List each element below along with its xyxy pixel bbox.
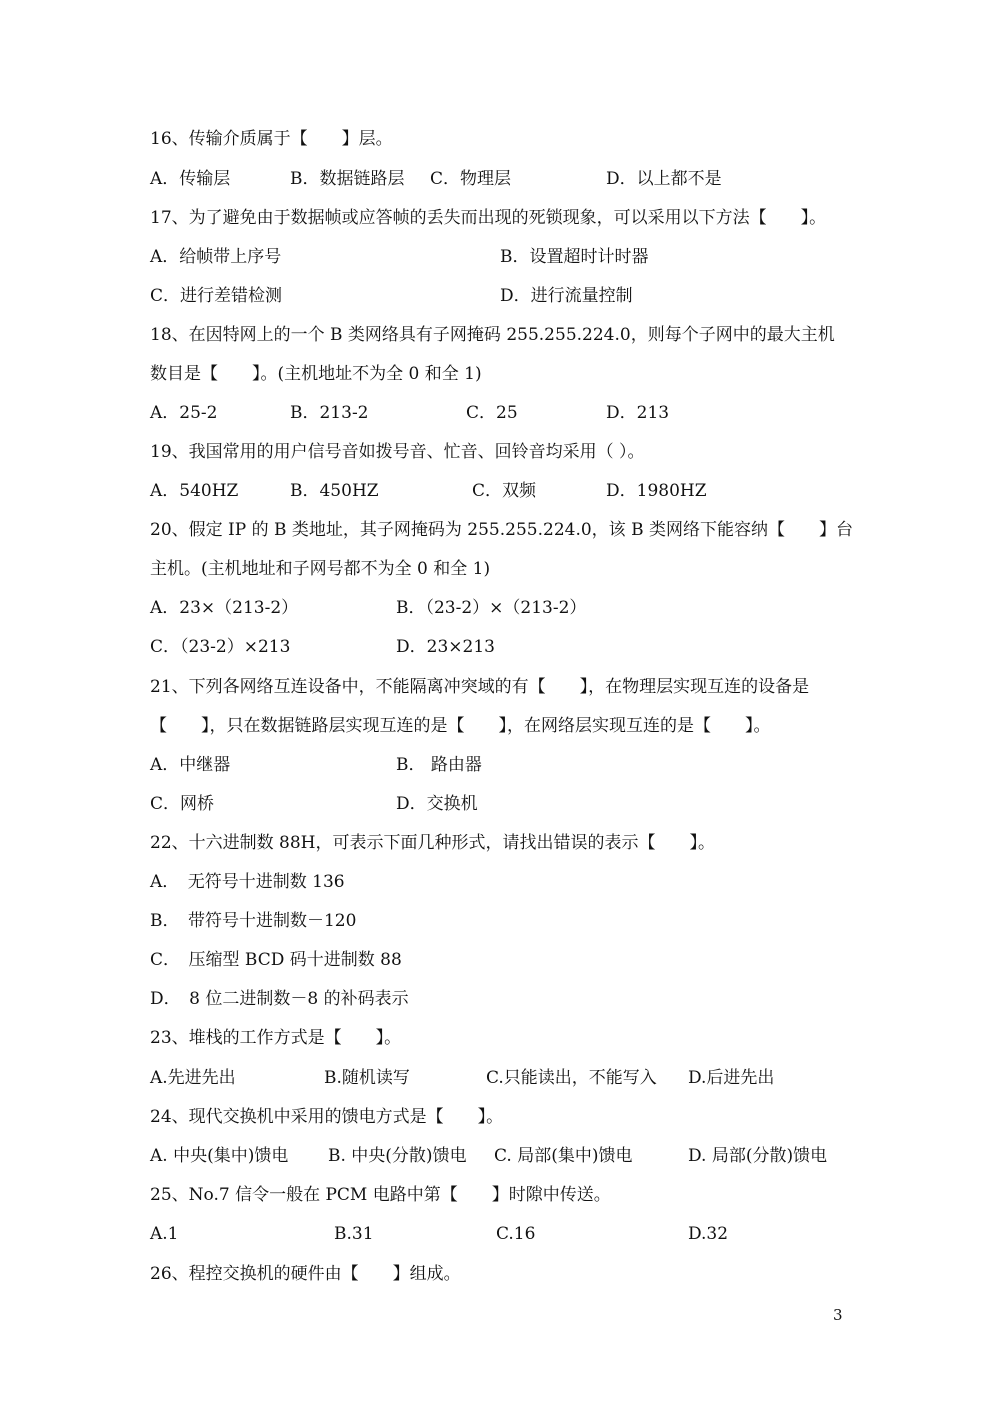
option-a: A．传输层 xyxy=(150,169,231,189)
option-d: D．23×213 xyxy=(396,637,495,657)
option-b: B．450HZ xyxy=(290,481,379,501)
option-b: B．设置超时计时器 xyxy=(500,247,649,267)
question-22-option-c: C． 压缩型 BCD 码十进制数 88 xyxy=(150,950,402,970)
page-number: 3 xyxy=(833,1306,843,1324)
question-16-stem: 16、传输介质属于【 】层。 xyxy=(150,129,393,149)
option-a: A.1 xyxy=(150,1224,179,1244)
option-c: C．25 xyxy=(466,403,518,423)
option-d: D.32 xyxy=(688,1224,729,1244)
option-d: D．213 xyxy=(606,403,670,423)
option-b: B．（23-2）×（213-2） xyxy=(396,598,587,618)
option-b: B.31 xyxy=(334,1224,374,1244)
option-b: B. 中央(分散)馈电 xyxy=(328,1146,467,1166)
option-d: D．进行流量控制 xyxy=(500,286,633,306)
option-c: C.16 xyxy=(496,1224,536,1244)
option-a: A. 中央(集中)馈电 xyxy=(150,1146,289,1166)
option-c: C．双频 xyxy=(472,481,537,501)
option-b: B．数据链路层 xyxy=(290,169,405,189)
option-d: D．以上都不是 xyxy=(606,169,722,189)
option-d: D.后进先出 xyxy=(688,1068,775,1088)
option-a: A．25-2 xyxy=(150,403,218,423)
question-22-stem: 22、十六进制数 88H，可表示下面几种形式，请找出错误的表示【 】。 xyxy=(150,833,715,853)
question-26-stem: 26、程控交换机的硬件由【 】组成。 xyxy=(150,1264,461,1284)
option-a: A．540HZ xyxy=(150,481,239,501)
question-17-stem: 17、为了避免由于数据帧或应答帧的丢失而出现的死锁现象，可以采用以下方法【 】。 xyxy=(150,208,827,228)
question-20-stem-line2: 主机。(主机地址和子网号都不为全 0 和全 1) xyxy=(150,559,491,579)
option-a: A．23×（213-2） xyxy=(150,598,299,618)
question-18-stem-line2: 数目是【 】。(主机地址不为全 0 和全 1) xyxy=(150,364,482,384)
option-b: B.随机读写 xyxy=(324,1068,410,1088)
option-c: C. 局部(集中)馈电 xyxy=(494,1146,633,1166)
option-d: D．交换机 xyxy=(396,794,478,814)
question-21-stem-line2: 【 】，只在数据链路层实现互连的是【 】，在网络层实现互连的是【 】。 xyxy=(150,716,771,736)
option-b: B． 路由器 xyxy=(396,755,482,775)
option-a: A．给帧带上序号 xyxy=(150,247,282,267)
question-18-stem-line1: 18、在因特网上的一个 B 类网络具有子网掩码 255.255.224.0，则每个子网中的最大主机 xyxy=(150,325,835,345)
option-c: C．物理层 xyxy=(430,169,512,189)
option-c: C.只能读出，不能写入 xyxy=(486,1068,657,1088)
question-21-stem-line1: 21、下列各网络互连设备中，不能隔离冲突域的有【 】，在物理层实现互连的设备是 xyxy=(150,677,810,697)
question-24-stem: 24、现代交换机中采用的馈电方式是【 】。 xyxy=(150,1107,504,1127)
option-d: D. 局部(分散)馈电 xyxy=(688,1146,828,1166)
option-c: C．网桥 xyxy=(150,794,215,814)
question-25-stem: 25、No.7 信令一般在 PCM 电路中第【 】时隙中传送。 xyxy=(150,1185,611,1205)
option-a: A．中继器 xyxy=(150,755,231,775)
option-a: A.先进先出 xyxy=(150,1068,236,1088)
question-22-option-d: D． 8 位二进制数－8 的补码表示 xyxy=(150,989,409,1009)
option-c: C．进行差错检测 xyxy=(150,286,283,306)
question-22-option-a: A． 无符号十进制数 136 xyxy=(150,872,345,892)
option-b: B．213-2 xyxy=(290,403,369,423)
question-23-stem: 23、堆栈的工作方式是【 】。 xyxy=(150,1028,402,1048)
option-d: D．1980HZ xyxy=(606,481,707,501)
option-c: C．（23-2）×213 xyxy=(150,637,291,657)
question-20-stem-line1: 20、假定 IP 的 B 类地址，其子网掩码为 255.255.224.0，该 B 类网络下能容纳【 】台 xyxy=(150,520,853,540)
question-19-stem: 19、我国常用的用户信号音如拨号音、忙音、回铃音均采用（ ）。 xyxy=(150,442,645,462)
question-22-option-b: B． 带符号十进制数－120 xyxy=(150,911,357,931)
